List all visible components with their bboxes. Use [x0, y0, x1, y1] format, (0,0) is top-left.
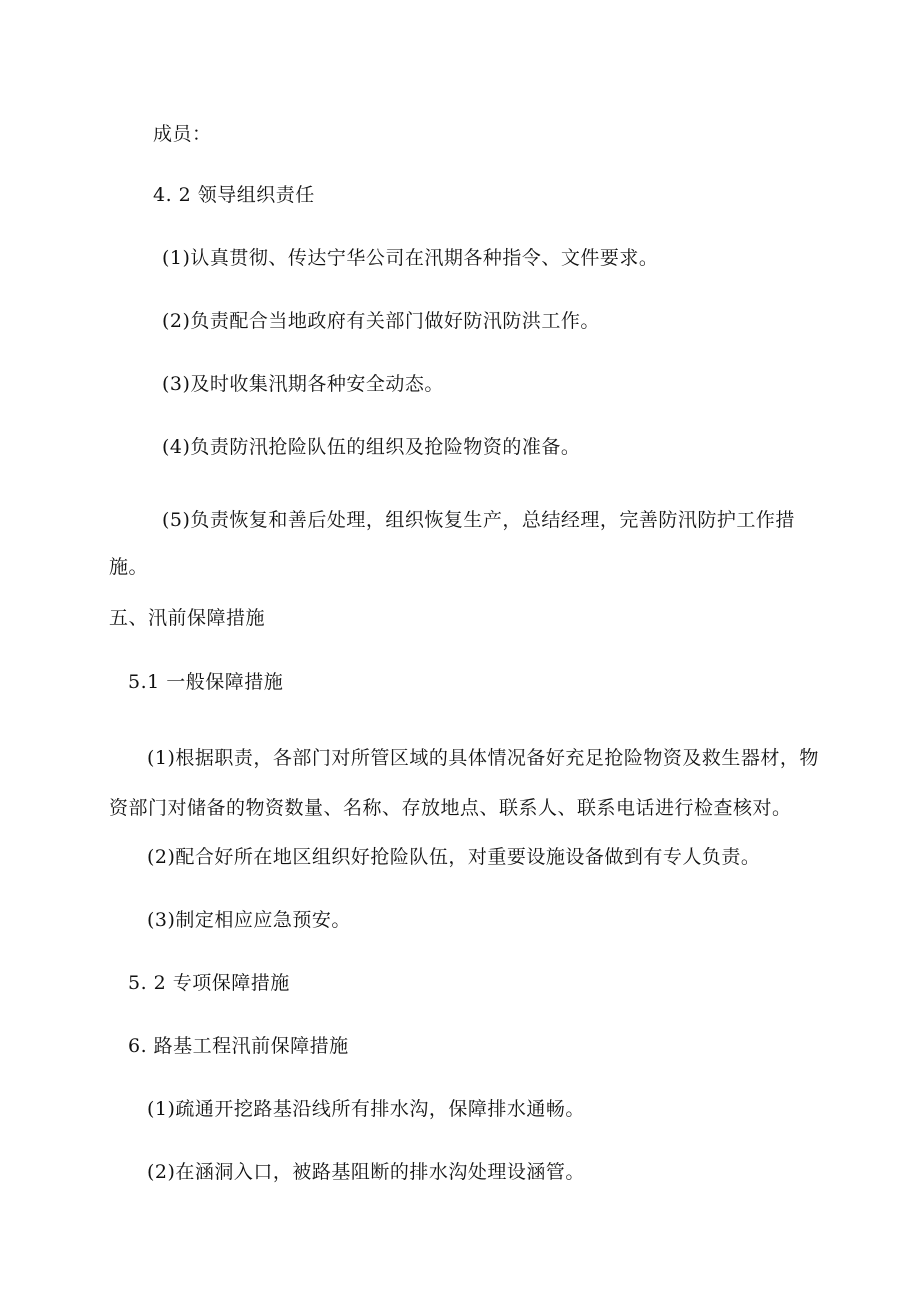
section-4-2-heading: 4. 2 领导组织责任: [153, 184, 315, 206]
section-5-2-heading: 5. 2 专项保障措施: [128, 972, 290, 994]
paragraph-4-2-3: (3)及时收集汛期各种安全动态。: [162, 373, 444, 395]
section-5-heading: 五、汛前保障措施: [109, 607, 266, 629]
members-label: 成员：: [153, 123, 212, 145]
paragraph-4-2-1: (1)认真贯彻、传达宁华公司在汛期各种指令、文件要求。: [162, 247, 659, 269]
paragraph-6-1: (1)疏通开挖路基沿线所有排水沟，保障排水通畅。: [147, 1098, 585, 1120]
paragraph-5-1-3: (3)制定相应应急预安。: [147, 909, 351, 931]
section-5-1-heading: 5.1 一般保障措施: [128, 671, 284, 693]
paragraph-4-2-4: (4)负责防汛抢险队伍的组织及抢险物资的准备。: [162, 436, 581, 458]
paragraph-4-2-5: (5)负责恢复和善后处理，组织恢复生产，总结经理，完善防汛防护工作措施。: [109, 509, 795, 578]
paragraph-5-1-2: (2)配合好所在地区组织好抢险队伍，对重要设施设备做到有专人负责。: [147, 846, 761, 868]
section-6-heading: 6. 路基工程汛前保障措施: [128, 1035, 349, 1057]
paragraph-4-2-2: (2)负责配合当地政府有关部门做好防汛防洪工作。: [162, 310, 600, 332]
paragraph-6-2: (2)在涵洞入口，被路基阻断的排水沟处理设涵管。: [147, 1161, 585, 1183]
paragraph-5-1-1: (1)根据职责，各部门对所管区域的具体情况备好充足抢险物资及救生器材，物资部门对储备的物资数量、名称、存放地点、联系人、联系电话进行检查核对。: [109, 747, 819, 819]
